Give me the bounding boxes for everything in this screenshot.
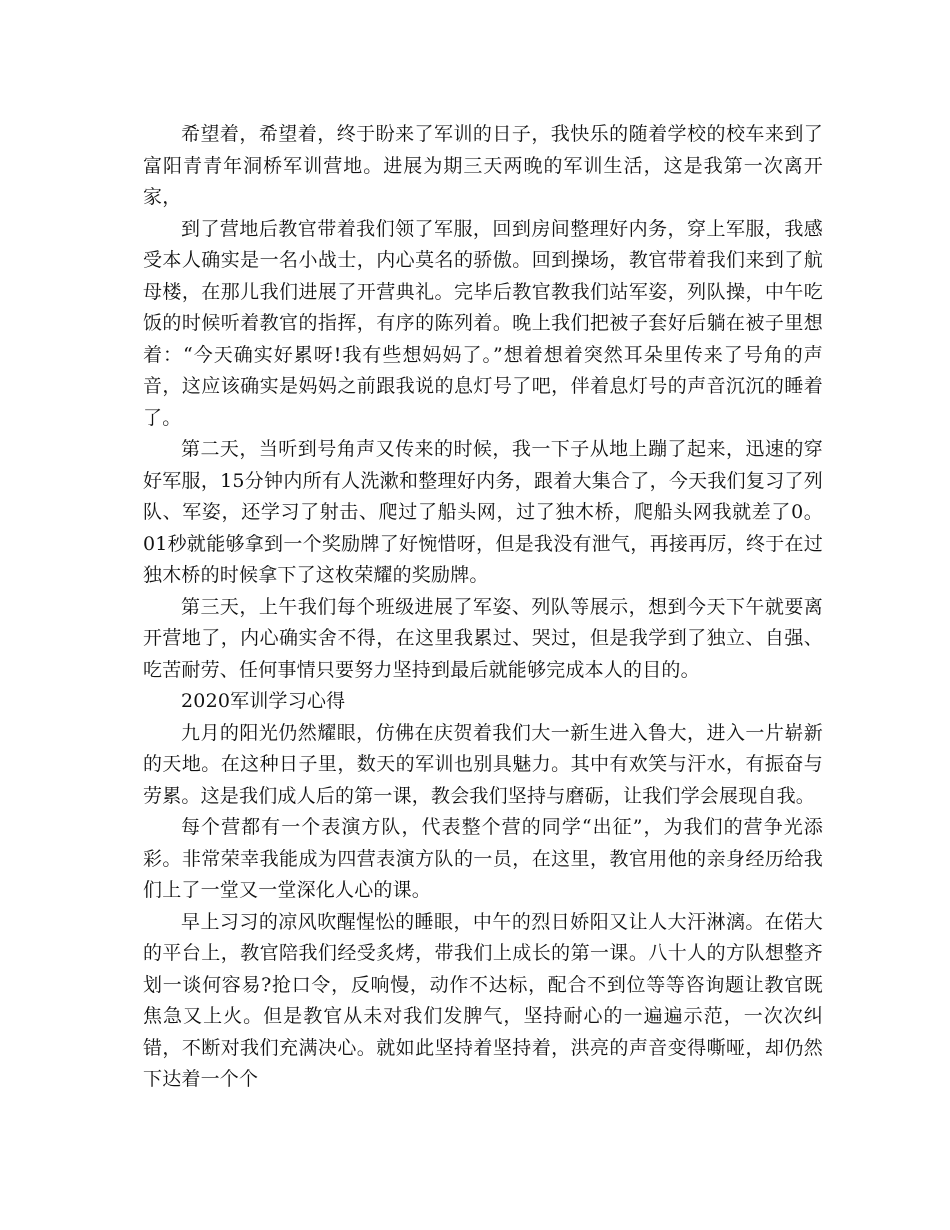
paragraph-6: 每个营都有一个表演方队，代表整个营的同学“出征”，为我们的营争光添彩。非常荣幸我能成为四营表演方队的一员，在这里，教官用他的亲身经历给我们上了一堂又一堂深化人心的课。 bbox=[143, 816, 823, 901]
document-body bbox=[143, 119, 823, 1096]
section-heading: 2020军训学习心得 bbox=[181, 690, 346, 712]
paragraph-3: 第二天，当听到号角声又传来的时候，我一下子从地上蹦了起来，迅速的穿好军服，15分钟内所有人洗漱和整理好内务，跟着大集合了，今天我们复习了列队、军姿，还学习了射击、爬过了船头网，过了独木桥，爬船头网我就差了0。01秒就能够拿到一个奖励牌了好惋惜呀，但是我没有泄气，再接再厉，终于在过独木桥的时候拿下了这枚荣耀的奖励牌。 bbox=[143, 438, 823, 586]
paragraph-5: 九月的阳光仍然耀眼，仿佛在庆贺着我们大一新生进入鲁大，进入一片崭新的天地。在这种日子里，数天的军训也别具魅力。其中有欢笑与汗水，有振奋与劳累。这是我们成人后的第一课，教会我们坚持与磨砺，让我们学会展现自我。 bbox=[143, 721, 823, 807]
paragraph-2: 到了营地后教官带着我们领了军服，回到房间整理好内务，穿上军服，我感受本人确实是一名小战士，内心莫名的骄傲。回到操场，教官带着我们来到了航母楼，在那儿我们进展了开营典礼。完毕后教官教我们站军姿，列队操，中午吃饭的时候听着教官的指挥，有序的陈列着。晚上我们把被子套好后躺在被子里想着：“今天确实好累呀!我有些想妈妈了。”想着想着突然耳朵里传来了号角的声音，这应该确实是妈妈之前跟我说的息灯号了吧，伴着息灯号的声音沉沉的睡着了。 bbox=[143, 217, 823, 429]
paragraph-1: 希望着，希望着，终于盼来了军训的日子，我快乐的随着学校的校车来到了富阳青青年洞桥军训营地。进展为期三天两晚的军训生活，这是我第一次离开家， bbox=[143, 123, 823, 208]
paragraph-4: 第三天，上午我们每个班级进展了军姿、列队等展示，想到今天下午就要离开营地了，内心确实舍不得，在这里我累过、哭过，但是我学到了独立、自强、吃苦耐劳、任何事情只要努力坚持到最后就能够完成本人的目的。 bbox=[143, 595, 823, 681]
paragraph-7: 早上习习的凉风吹醒惺忪的睡眼，中午的烈日娇阳又让人大汗淋漓。在偌大的平台上，教官陪我们经受炙烤，带我们上成长的第一课。八十人的方队想整齐划一谈何容易?抢口令，反响慢，动作不达标，配合不到位等等咨询题让教官既焦急又上火。但是教官从未对我们发脾气，坚持耐心的一遍遍示范，一次次纠错，不断对我们充满决心。就如此坚持着坚持着，洪亮的声音变得嘶哑，却仍然下达着一个个 bbox=[143, 910, 823, 1090]
